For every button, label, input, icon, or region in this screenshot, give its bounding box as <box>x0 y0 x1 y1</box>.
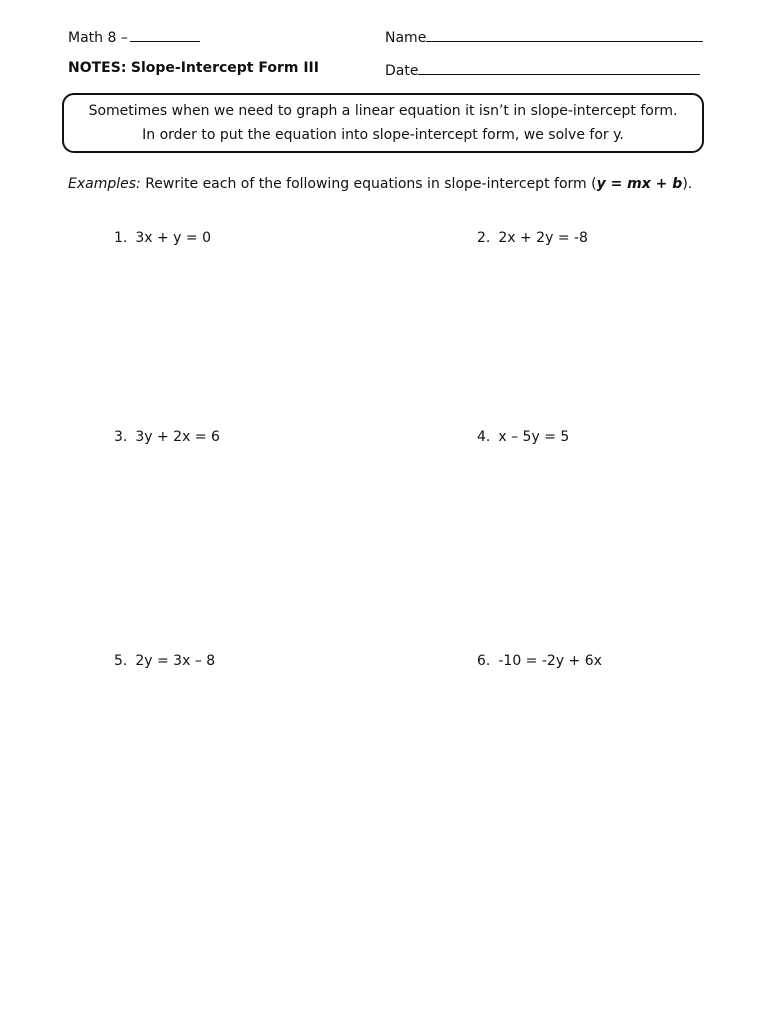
problem-equation: x – 5y = 5 <box>498 429 570 445</box>
problem-equation: 2x + 2y = -8 <box>498 230 588 246</box>
problem-equation: 3x + y = 0 <box>135 230 212 246</box>
problem-equation: -10 = -2y + 6x <box>498 653 602 669</box>
course-blank <box>130 27 200 42</box>
name-label: Name <box>385 30 427 46</box>
problem-5 <box>114 653 215 669</box>
date-field[interactable] <box>385 60 700 79</box>
examples-text: Rewrite each of the following equations in slope-intercept form ( <box>145 176 597 192</box>
problem-6 <box>477 653 602 669</box>
date-blank[interactable] <box>418 60 700 75</box>
problem-number: 6. <box>477 653 491 669</box>
intro-box <box>62 93 704 153</box>
name-blank[interactable] <box>426 27 703 42</box>
problem-number: 2. <box>477 230 491 246</box>
problem-equation: 2y = 3x – 8 <box>135 653 216 669</box>
intro-line-2: In order to put the equation into slope-intercept form, we solve for y. <box>142 127 624 143</box>
problem-4 <box>477 429 569 445</box>
date-label: Date <box>385 63 419 79</box>
problem-1 <box>114 230 211 246</box>
problem-number: 4. <box>477 429 491 445</box>
examples-close: ). <box>682 176 693 192</box>
course-label <box>68 27 200 46</box>
notes-title: Slope-Intercept Form III <box>130 60 319 76</box>
problem-2 <box>477 230 588 246</box>
examples-label: Examples: <box>68 176 141 192</box>
course-text: Math 8 – <box>68 30 128 46</box>
problem-number: 3. <box>114 429 128 445</box>
problem-number: 1. <box>114 230 128 246</box>
examples-formula: y = mx + b <box>596 176 683 192</box>
problem-3 <box>114 429 220 445</box>
intro-line-1: Sometimes when we need to graph a linear equation it isn’t in slope-intercept form. <box>88 103 678 119</box>
examples-instruction <box>68 176 692 192</box>
problem-equation: 3y + 2x = 6 <box>135 429 220 445</box>
problem-number: 5. <box>114 653 128 669</box>
name-field[interactable] <box>385 27 703 46</box>
notes-heading <box>68 60 319 76</box>
notes-label: NOTES: <box>68 60 127 76</box>
